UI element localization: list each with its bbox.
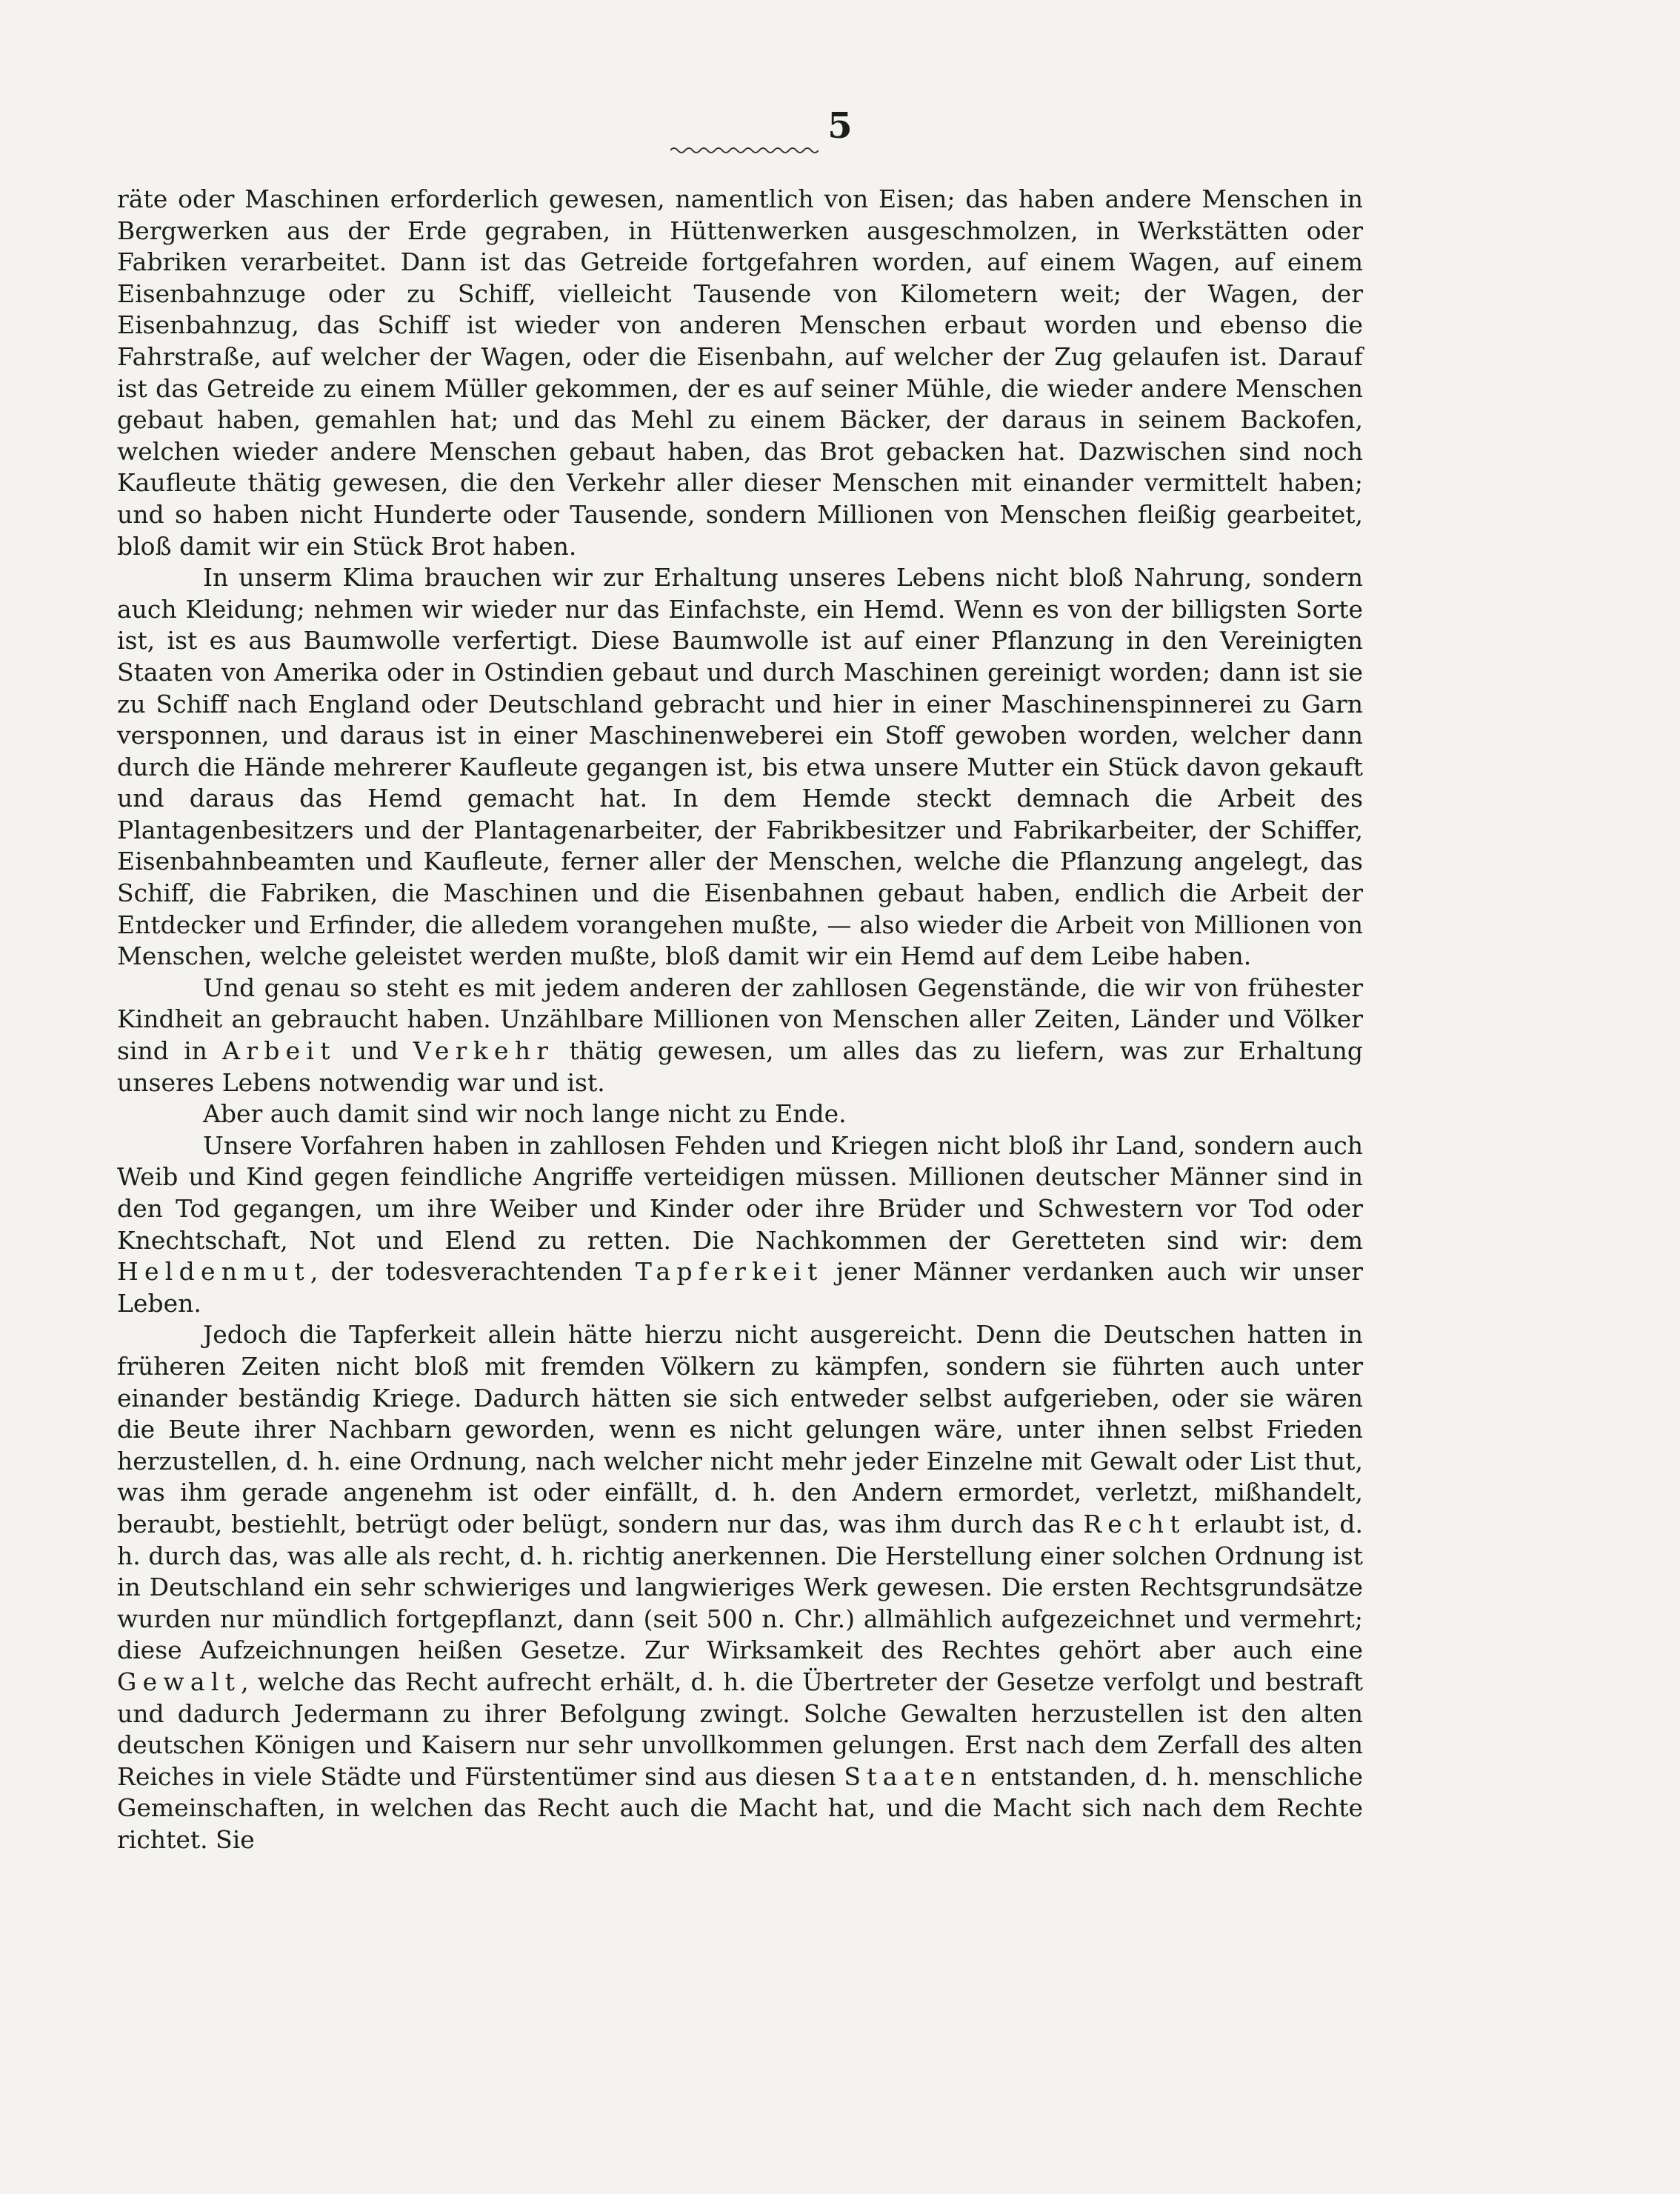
emphasis-gewalt: Gewalt: [117, 1667, 241, 1696]
emphasis-verkehr: Verkehr: [413, 1036, 555, 1066]
paragraph-3: [117, 973, 1363, 1098]
paragraph-5-text: Unsere Vorfahren haben in zahllosen Fehden und Kriegen nicht bloß ihr Land, sondern auch Weib und Kind gegen feindliche Angriffe verteidigen müssen. Millionen deutscher Männer sind in den Tod gegangen, um ihre Weiber und Kinder oder ihre Brüder und Schwestern vor Tod oder Knechtschaft, Not und Elend zu retten. Die Nachkommen der Geretteten sind wir: dem: [117, 1130, 1363, 1255]
wavy-ornament-rule: [670, 145, 819, 156]
emphasis-heldenmut: Heldenmut: [117, 1257, 310, 1287]
paragraph-6-text: entstanden, d. h. menschliche Gemeinschaften, in welchen das Recht auch die Macht hat, und die Macht sich nach dem Rechte richtet. Sie: [117, 1761, 1363, 1854]
paragraph-5-text: , der todesverachtenden: [310, 1257, 636, 1287]
paragraph-6: [117, 1319, 1363, 1855]
paragraph-1: räte oder Maschinen erforderlich gewesen, namentlich von Eisen; das haben andere Menschen in Bergwerken aus der Erde gegraben, in Hüttenwerken ausgeschmolzen, in Werkstätten oder Fabriken verarbeitet. Dann ist das Getreide fortgefahren worden, auf einem Wagen, auf einem Eisenbahnzuge oder zu Schiff, vielleicht Tausende von Kilometern weit; der Wagen, der Eisenbahnzug, das Schiff ist wieder von anderen Menschen erbaut worden und ebenso die Fahrstraße, auf welcher der Wagen, oder die Eisenbahn, auf welcher der Zug gelaufen ist. Darauf ist das Getreide zu einem Müller gekommen, der es auf seiner Mühle, die wieder andere Menschen gebaut haben, gemahlen hat; und das Mehl zu einem Bäcker, der daraus in seinem Backofen, welchen wieder andere Menschen gebaut haben, das Brot gebacken hat. Dazwischen sind noch Kaufleute thätig gewesen, die den Verkehr aller dieser Menschen mit einander vermittelt haben; und so haben nicht Hunderte oder Tausende, sondern Millionen von Menschen fleißig gearbeitet, bloß damit wir ein Stück Brot haben.: [117, 184, 1363, 561]
emphasis-recht: Recht: [1083, 1509, 1186, 1538]
paragraph-5: [117, 1130, 1363, 1320]
body-text: [117, 184, 1363, 1855]
emphasis-staaten: Staaten: [844, 1761, 983, 1791]
paragraph-4: Aber auch damit sind wir noch lange nicht zu Ende.: [203, 1099, 847, 1129]
paragraph-6-text: erlaubt ist, d. h. durch das, was alle als recht, d. h. richtig anerkennen. Die Herstellung einer solchen Ordnung ist in Deutschland ein sehr schwieriges und langwieriges Werk gewesen. Die ersten Rechtsgrundsätze wurden nur mündlich fortgepflanzt, dann (seit 500 n. Chr.) allmählich aufgezeichnet und vermehrt; diese Aufzeichnungen heißen Gesetze. Zur Wirksamkeit des Rechtes gehört aber auch eine: [117, 1509, 1364, 1665]
emphasis-arbeit: Arbeit: [222, 1036, 336, 1066]
paragraph-3-text: Und genau so steht es mit jedem anderen der zahllosen Gegenstände, die wir von frühester Kindheit an gebraucht haben. Unzählbare Millionen von Menschen aller Zeiten, Länder und Völker sind in: [117, 973, 1363, 1066]
paragraph-5-text: jener Männer verdanken auch wir unser Leben.: [117, 1257, 1363, 1318]
paragraph-6-text: Jedoch die Tapferkeit allein hätte hierzu nicht ausgereicht. Denn die Deutschen hatten in früheren Zeiten nicht bloß mit fremden Völkern zu kämpfen, sondern sie führten auch unter einander beständig Kriege. Dadurch hätten sie sich entweder selbst aufgerieben, oder sie wären die Beute ihrer Nachbarn geworden, wenn es nicht gelungen wäre, unter ihnen selbst Frieden herzustellen, d. h. eine Ordnung, nach welcher nicht mehr jeder Einzelne mit Gewalt oder List thut, was ihm gerade angenehm ist oder einfällt, d. h. den Andern ermordet, verletzt, mißhandelt, beraubt, bestiehlt, betrügt oder belügt, sondern nur das, was ihm durch das: [117, 1320, 1363, 1538]
emphasis-tapferkeit: Tapferkeit: [635, 1257, 824, 1287]
paragraph-3-text: und: [336, 1036, 413, 1066]
paragraph-6-text: , welche das Recht aufrecht erhält, d. h. die Übertreter der Gesetze verfolgt und bestraft und dadurch Jedermann zu ihrer Befolgung zwingt. Solche Gewalten herzustellen ist den alten deutschen Königen und Kaisern nur sehr unvollkommen gelungen. Erst nach dem Zerfall des alten Reiches in viele Städte und Fürstentümer sind aus diesen: [117, 1667, 1363, 1791]
page-number: 5: [827, 105, 853, 147]
paragraph-2: In unserm Klima brauchen wir zur Erhaltung unseres Lebens nicht bloß Nahrung, sondern auch Kleidung; nehmen wir wieder nur das Einfachste, ein Hemd. Wenn es von der billigsten Sorte ist, ist es aus Baumwolle verfertigt. Diese Baumwolle ist auf einer Pflanzung in den Vereinigten Staaten von Amerika oder in Ostindien gebaut und durch Maschinen gereinigt worden; dann ist sie zu Schiff nach England oder Deutschland gebracht und hier in einer Maschinenspinnerei zu Garn versponnen, und daraus ist in einer Maschinenweberei ein Stoff gewoben worden, welcher dann durch die Hände mehrerer Kaufleute gegangen ist, bis etwa unsere Mutter ein Stück davon gekauft und daraus das Hemd gemacht hat. In dem Hemde steckt demnach die Arbeit des Plantagenbesitzers und der Plantagenarbeiter, der Fabrikbesitzer und Fabrikarbeiter, der Schiffer, Eisenbahnbeamten und Kaufleute, ferner aller der Menschen, welche die Pflanzung angelegt, das Schiff, die Fabriken, die Maschinen und die Eisenbahnen gebaut haben, endlich die Arbeit der Entdecker und Erfinder, die alledem vorangehen mußte, — also wieder die Arbeit von Millionen von Menschen, welche geleistet werden mußte, bloß damit wir ein Hemd auf dem Leibe haben.: [117, 563, 1363, 971]
paragraph-3-text: thätig gewesen, um alles das zu liefern, was zur Erhaltung unseres Lebens notwendig war und ist.: [117, 1036, 1363, 1097]
